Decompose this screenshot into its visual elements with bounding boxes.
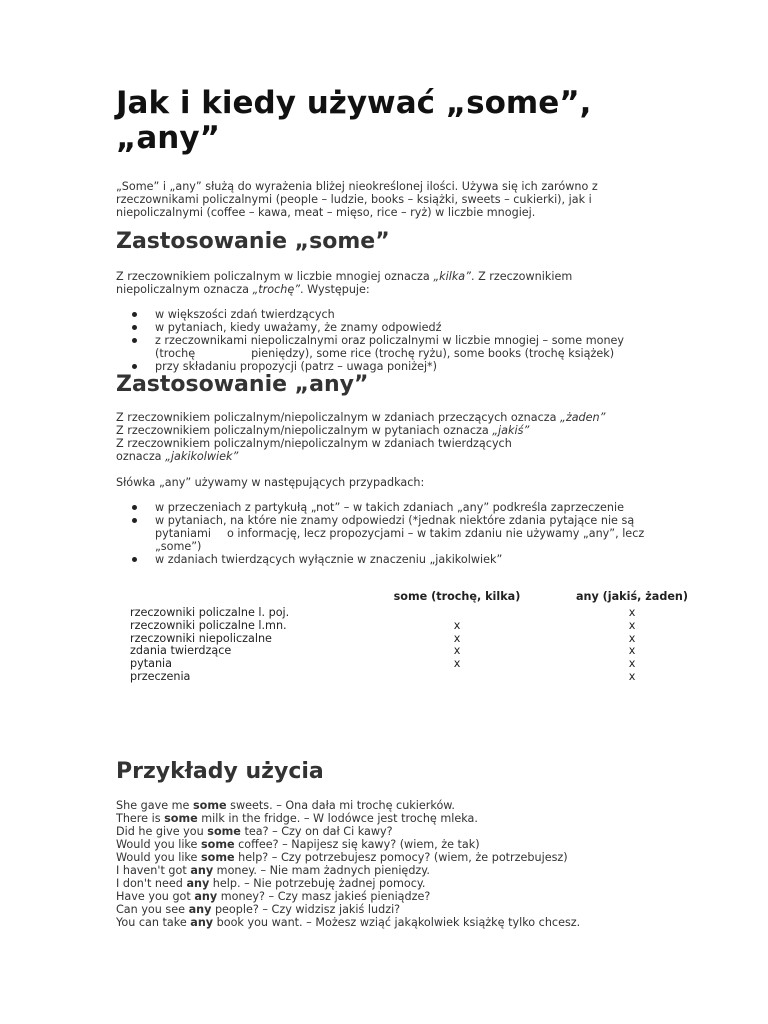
table-cell: [362, 607, 552, 620]
list-item: w większości zdań twierdzących: [116, 308, 656, 321]
table-cell: x: [453, 657, 461, 671]
list-item: Have you got any money? – Czy masz jakieś pieniądze?: [116, 890, 431, 903]
table-cell: pytania: [130, 657, 173, 671]
some-description: Z rzeczownikiem policzalnym w liczbie mnogiej oznacza „kilka”. Z rzeczownikiem niepoliczalnym oznacza „trochę”. Występuje:: [116, 270, 573, 296]
table-header-row: [130, 591, 712, 607]
table-row: [130, 658, 712, 671]
table-cell: x: [453, 618, 461, 632]
table-cell: przeczenia: [130, 669, 191, 683]
table-cell: x: [628, 644, 636, 658]
any-description: Z rzeczownikiem policzalnym/niepoliczalnym w zdaniach przeczących oznacza „żaden” Z rzeczownikiem policzalnym/niepoliczalnym w pytaniach oznacza „jakiś” Z rzeczownikiem policzalnym/niepoliczalnym w zdaniach twierdzących oznacza „jakikolwiek”: [116, 411, 606, 463]
table-cell: rzeczowniki niepoliczalne: [130, 631, 272, 645]
list-item: There is some milk in the fridge. – W lodówce jest trochę mleka.: [116, 812, 478, 825]
list-item: w pytaniach, kiedy uważamy, że znamy odpowiedź: [116, 321, 656, 334]
list-item: z rzeczownikami niepoliczalnymi oraz policzalnymi w liczbie mnogiej – some money (trochę pieniędzy), some rice (trochę ryżu), some books (trochę książek): [116, 334, 656, 360]
list-item: w przeczeniach z partykułą „not” – w takich zdaniach „any” podkreśla zaprzeczenie: [116, 501, 656, 514]
list-item: w zdaniach twierdzących wyłącznie w znaczeniu „jakikolwiek”: [116, 553, 656, 566]
list-item: Would you like some coffee? – Napijesz się kawy? (wiem, że tak): [116, 838, 480, 851]
examples-list: [116, 799, 580, 929]
examples-heading: Przykłady użycia: [116, 759, 324, 784]
table-header-cell: some (trochę, kilka): [393, 590, 521, 603]
list-item: Would you like some help? – Czy potrzebujesz pomocy? (wiem, że potrzebujesz): [116, 851, 568, 864]
table-header-cell: any (jakiś, żaden): [575, 590, 688, 603]
list-item: You can take any book you want. – Możesz wziąć jakąkolwiek książkę tylko chcesz.: [116, 916, 581, 929]
list-item: I don't need any help. – Nie potrzebuję żadnej pomocy.: [116, 877, 426, 890]
table-cell: rzeczowniki policzalne l. poj.: [130, 606, 290, 619]
list-item: Can you see any people? – Czy widzisz jakiś ludzi?: [116, 903, 401, 916]
table-cell: rzeczowniki policzalne l.mn.: [130, 618, 287, 632]
list-item: przy składaniu propozycji (patrz – uwaga poniżej*): [116, 360, 656, 373]
any-usage-list: [116, 501, 656, 566]
any-usage-intro: Słówka „any” używamy w następujących przypadkach:: [116, 476, 425, 489]
list-item: She gave me some sweets. – Ona dała mi trochę cukierków.: [116, 799, 455, 812]
page-title: Jak i kiedy używać „some”, „any”: [116, 85, 592, 156]
usage-table: [130, 591, 712, 684]
list-item: Did he give you some tea? – Czy on dał Ci kawy?: [116, 825, 393, 838]
table-cell: x: [628, 606, 636, 619]
table-cell: [362, 671, 552, 684]
list-item: I haven't got any money. – Nie mam żadnych pieniędzy.: [116, 864, 430, 877]
list-item: w pytaniach, na które nie znamy odpowiedzi (*jednak niektóre zdania pytające nie są pytaniami o informację, lecz propozycjami – w takim zdaniu nie używamy „any”, lecz „some”): [116, 514, 656, 553]
table-cell: x: [628, 618, 636, 632]
any-section-heading: Zastosowanie „any”: [116, 372, 369, 397]
intro-paragraph: „Some” i „any” służą do wyrażenia bliżej nieokreślonej ilości. Używa się ich zarówno z rzeczownikami policzalnymi (people – ludzie, books – książki, sweets – cukierki), jak i niepoliczalnymi (coffee – kawa, meat – mięso, rice – ryż) w liczbie mnogiej.: [116, 180, 598, 219]
table-cell: x: [628, 669, 636, 683]
table-cell: x: [628, 657, 636, 671]
table-cell: x: [453, 644, 461, 658]
table-header-cell: [130, 591, 362, 607]
table-row: [130, 607, 712, 620]
table-cell: x: [628, 631, 636, 645]
some-usage-list: [116, 308, 656, 373]
table-row: [130, 645, 712, 658]
table-cell: x: [453, 631, 461, 645]
table-row: [130, 620, 712, 633]
table-row: [130, 671, 712, 684]
table-cell: zdania twierdzące: [130, 644, 232, 658]
some-section-heading: Zastosowanie „some”: [116, 229, 390, 254]
